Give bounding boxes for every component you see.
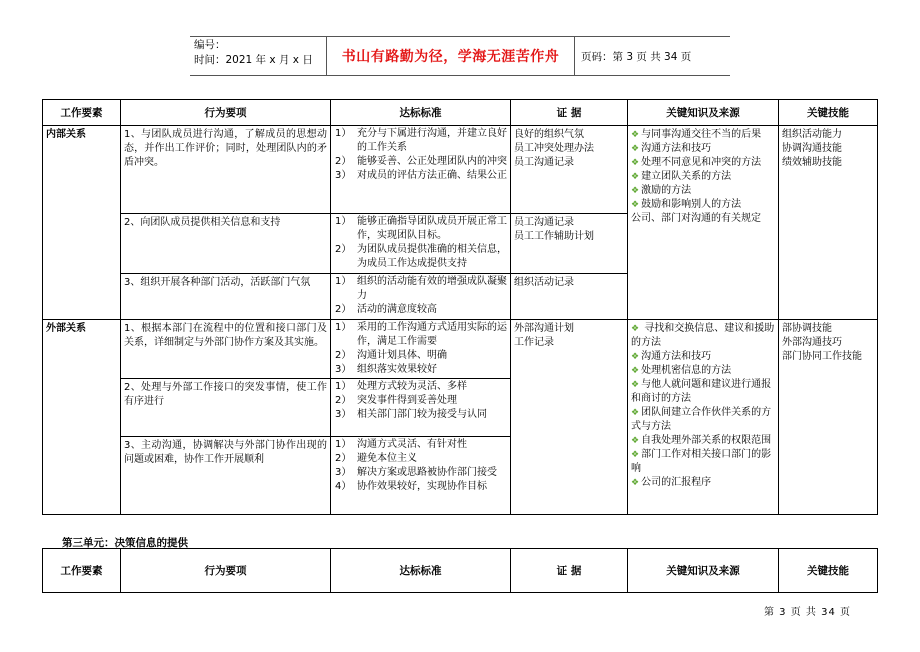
knowledge-item: ❖ 处理不同意见和冲突的方法 bbox=[631, 157, 762, 168]
diamond-bullet-icon: ❖ bbox=[631, 450, 640, 460]
diamond-bullet-icon: ❖ bbox=[631, 436, 640, 446]
diamond-bullet-icon: ❖ bbox=[631, 158, 640, 168]
standard-item: 4） 协作效果较好，实现协作目标 bbox=[335, 481, 487, 492]
table-row bbox=[43, 320, 878, 379]
action-item: 2、向团队成员提供相关信息和支持 bbox=[121, 214, 331, 274]
standard-item: 1） 充分与下属进行沟通，并建立良好的工作关系 bbox=[335, 128, 507, 153]
knowledge-cell bbox=[628, 126, 779, 320]
evidence-cell bbox=[511, 274, 628, 320]
table-header-row bbox=[43, 549, 878, 593]
evidence-item: 良好的组织气氛 bbox=[514, 129, 584, 140]
action-item: 2、处理与外部工作接口的突发事情，使工作有序进行 bbox=[121, 379, 331, 437]
motto: 书山有路勤为径，学海无涯苦作舟 bbox=[327, 37, 575, 75]
col-header: 行为要项 bbox=[121, 549, 331, 593]
evidence-item: 员工工作辅助计划 bbox=[514, 231, 594, 242]
diamond-bullet-icon: ❖ bbox=[631, 380, 640, 390]
col-header: 证 据 bbox=[511, 100, 628, 126]
evidence-cell bbox=[511, 320, 628, 515]
skills-cell bbox=[779, 320, 878, 515]
standards-cell bbox=[331, 126, 511, 214]
standard-item: 3） 相关部门部门较为接受与认同 bbox=[335, 409, 487, 420]
standard-item: 2） 能够妥善、公正处理团队内的冲突 bbox=[335, 156, 507, 167]
evidence-item: 员工沟通记录 bbox=[514, 157, 574, 168]
diamond-bullet-icon: ❖ bbox=[631, 186, 640, 196]
standard-item: 2） 为团队成员提供准确的相关信息，为成员工作达成提供支持 bbox=[335, 244, 507, 269]
work-element: 内部关系 bbox=[43, 126, 121, 320]
knowledge-item: ❖ 与他人就问题和建议进行通报和商讨的方法 bbox=[631, 379, 772, 404]
standards-cell bbox=[331, 320, 511, 379]
unit-3-table bbox=[42, 548, 878, 593]
evidence-item: 组织活动记录 bbox=[514, 277, 574, 288]
time-label: 时间：2021 年 x 月 x 日 bbox=[194, 54, 313, 66]
standards-cell bbox=[331, 274, 511, 320]
action-item: 3、主动沟通，协调解决与外部门协作出现的问题或困难，协作工作开展顺利 bbox=[121, 437, 331, 515]
standard-item: 2） 活动的满意度较高 bbox=[335, 304, 437, 315]
header-meta bbox=[190, 37, 327, 75]
standard-item: 1） 沟通方式灵活、有针对性 bbox=[335, 439, 467, 450]
evidence-cell bbox=[511, 214, 628, 274]
knowledge-item: ❖ 沟通方法和技巧 bbox=[631, 143, 712, 154]
action-item: 1、与团队成员进行沟通，了解成员的思想动态，并作出工作评价；同时，处理团队内的矛盾冲突。 bbox=[121, 126, 331, 214]
skill-item: 外部沟通技巧 bbox=[782, 337, 842, 348]
knowledge-item: ❖ 公司的汇报程序 bbox=[631, 477, 712, 488]
standard-item: 1） 组织的活动能有效的增强成队凝聚力 bbox=[335, 276, 507, 301]
knowledge-cell bbox=[628, 320, 779, 515]
col-header: 工作要素 bbox=[43, 549, 121, 593]
knowledge-item: ❖ 部门工作对相关接口部门的影响 bbox=[631, 449, 772, 474]
knowledge-item: ❖ 自我处理外部关系的权限范围 bbox=[631, 435, 772, 446]
diamond-bullet-icon: ❖ bbox=[631, 352, 640, 362]
col-header: 关键知识及来源 bbox=[628, 100, 779, 126]
knowledge-item: ❖ 团队间建立合作伙伴关系的方式与方法 bbox=[631, 407, 772, 432]
standards-cell bbox=[331, 379, 511, 437]
diamond-bullet-icon: ❖ bbox=[631, 408, 640, 418]
standard-item: 2） 沟通计划具体、明确 bbox=[335, 350, 447, 361]
skill-item: 部门协同工作技能 bbox=[782, 351, 862, 362]
standards-cell bbox=[331, 437, 511, 515]
standard-item: 2） 避免本位主义 bbox=[335, 453, 417, 464]
evidence-item: 外部沟通计划 bbox=[514, 323, 574, 334]
page-label: 页码：第 3 页 共 34 页 bbox=[581, 50, 692, 63]
knowledge-item: ❖ 建立团队关系的方法 bbox=[631, 171, 732, 182]
knowledge-item: ❖ 与同事沟通交往不当的后果 bbox=[631, 129, 762, 140]
col-header: 行为要项 bbox=[121, 100, 331, 126]
standard-item: 2） 突发事件得到妥善处理 bbox=[335, 395, 457, 406]
unit-3-title: 第三单元：决策信息的提供 bbox=[62, 537, 188, 549]
page-footer: 第 3 页 共 34 页 bbox=[764, 607, 851, 618]
col-header: 关键技能 bbox=[779, 549, 878, 593]
col-header: 达标标准 bbox=[331, 100, 511, 126]
evidence-cell bbox=[511, 126, 628, 214]
diamond-bullet-icon: ❖ bbox=[631, 366, 640, 376]
col-header: 达标标准 bbox=[331, 549, 511, 593]
standard-item: 1） 采用的工作沟通方式适用实际的运作，满足工作需要 bbox=[335, 322, 507, 347]
skill-item: 协调沟通技能 bbox=[782, 143, 842, 154]
knowledge-item: ❖ 处理机密信息的方法 bbox=[631, 365, 732, 376]
document-header bbox=[190, 36, 730, 76]
knowledge-item: ❖ 沟通方法和技巧 bbox=[631, 351, 712, 362]
table-header-row bbox=[43, 100, 878, 126]
table-row bbox=[43, 126, 878, 214]
standard-item: 3） 解决方案或思路被协作部门接受 bbox=[335, 467, 497, 478]
standard-item: 1） 能够正确指导团队成员开展正常工作，实现团队目标。 bbox=[335, 216, 507, 241]
standard-item: 3） 组织落实效果较好 bbox=[335, 364, 437, 375]
knowledge-item: ❖ 激励的方法 bbox=[631, 185, 692, 196]
col-header: 证 据 bbox=[511, 549, 628, 593]
knowledge-item: 公司、部门对沟通的有关规定 bbox=[631, 213, 761, 224]
knowledge-item: ❖ 寻找和交换信息、建议和援助的方法 bbox=[631, 323, 775, 348]
diamond-bullet-icon: ❖ bbox=[631, 144, 640, 154]
competency-table bbox=[42, 99, 878, 515]
work-element: 外部关系 bbox=[43, 320, 121, 515]
col-header: 关键知识及来源 bbox=[628, 549, 779, 593]
evidence-item: 工作记录 bbox=[514, 337, 554, 348]
action-item: 3、组织开展各种部门活动，活跃部门气氛 bbox=[121, 274, 331, 320]
diamond-bullet-icon: ❖ bbox=[631, 172, 640, 182]
diamond-bullet-icon: ❖ bbox=[631, 478, 640, 488]
standards-cell bbox=[331, 214, 511, 274]
diamond-bullet-icon: ❖ bbox=[631, 130, 640, 140]
evidence-item: 员工沟通记录 bbox=[514, 217, 574, 228]
standard-item: 3） 对成员的评估方法正确、结果公正 bbox=[335, 170, 507, 181]
col-header: 工作要素 bbox=[43, 100, 121, 126]
diamond-bullet-icon: ❖ bbox=[631, 200, 640, 210]
skill-item: 组织活动能力 bbox=[782, 129, 842, 140]
evidence-item: 员工冲突处理办法 bbox=[514, 143, 594, 154]
col-header: 关键技能 bbox=[779, 100, 878, 126]
skills-cell bbox=[779, 126, 878, 320]
knowledge-item: ❖ 鼓励和影响别人的方法 bbox=[631, 199, 742, 210]
number-label: 编号： bbox=[194, 39, 226, 51]
standard-item: 1） 处理方式较为灵活、多样 bbox=[335, 381, 467, 392]
skill-item: 部协调技能 bbox=[782, 323, 832, 334]
diamond-bullet-icon: ❖ bbox=[631, 324, 640, 334]
skill-item: 绩效辅助技能 bbox=[782, 157, 842, 168]
action-item: 1、根据本部门在流程中的位置和接口部门及关系，详细制定与外部门协作方案及其实施。 bbox=[121, 320, 331, 379]
